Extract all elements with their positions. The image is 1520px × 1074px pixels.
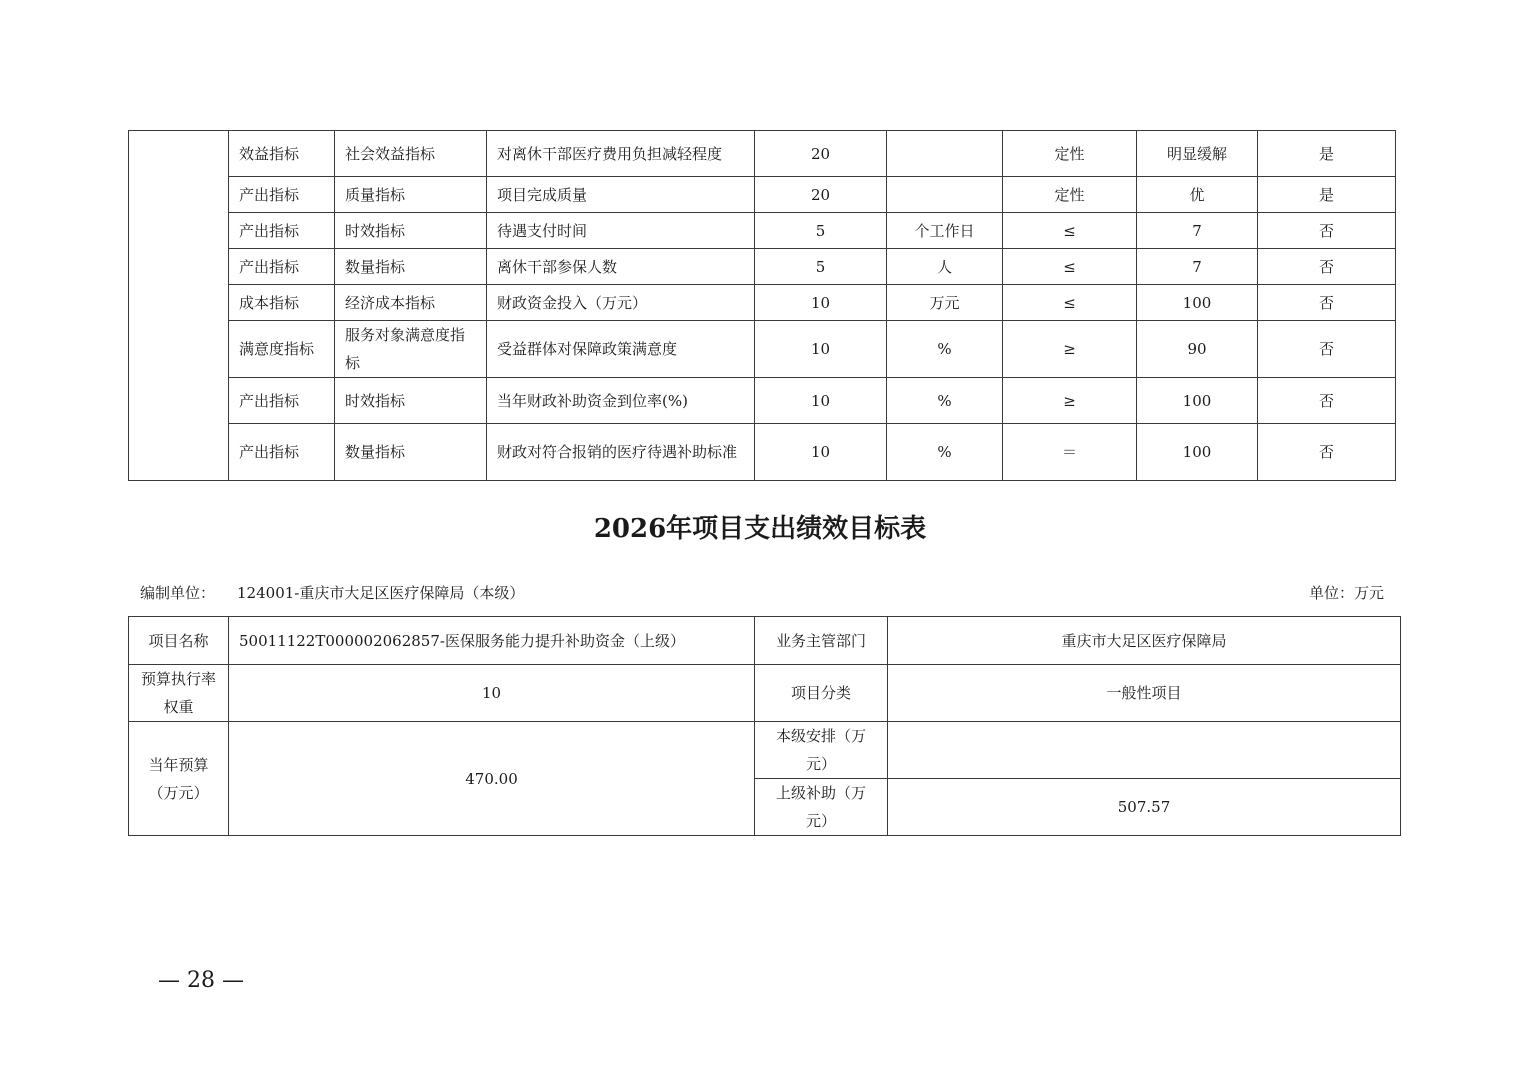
- level3-indicator: 当年财政补助资金到位率(%): [487, 378, 755, 424]
- unit: %: [887, 321, 1003, 378]
- target-value: 7: [1137, 213, 1258, 249]
- target-value: 明显缓解: [1137, 131, 1258, 177]
- target-value: 90: [1137, 321, 1258, 378]
- table-row: [129, 424, 1396, 481]
- level2-indicator: 经济成本指标: [335, 285, 487, 321]
- core-indicator: 是: [1258, 131, 1396, 177]
- org-info: [140, 582, 546, 603]
- symbol: ≤: [1003, 249, 1137, 285]
- weight: 10: [755, 378, 887, 424]
- dept-label: 业务主管部门: [755, 617, 888, 665]
- level3-indicator: 项目完成质量: [487, 177, 755, 213]
- target-value: 优: [1137, 177, 1258, 213]
- table-row: [129, 665, 1401, 722]
- core-indicator: 否: [1258, 285, 1396, 321]
- unit: 万元: [887, 285, 1003, 321]
- symbol: ≥: [1003, 378, 1137, 424]
- org-value: 124001-重庆市大足区医疗保障局（本级）: [237, 584, 525, 602]
- core-indicator: 否: [1258, 321, 1396, 378]
- weight-value: 10: [229, 665, 755, 722]
- level3-indicator: 财政资金投入（万元）: [487, 285, 755, 321]
- upper-label: 上级补助（万元）: [755, 779, 888, 836]
- blank-merged-cell: [129, 131, 229, 481]
- symbol: 定性: [1003, 177, 1137, 213]
- target-value: 100: [1137, 378, 1258, 424]
- dept-value: 重庆市大足区医疗保障局: [888, 617, 1401, 665]
- target-value: 7: [1137, 249, 1258, 285]
- level1-indicator: 产出指标: [229, 177, 335, 213]
- category-value: 一般性项目: [888, 665, 1401, 722]
- core-indicator: 否: [1258, 213, 1396, 249]
- core-indicator: 否: [1258, 378, 1396, 424]
- weight-label: 预算执行率权重: [129, 665, 229, 722]
- level1-indicator: 满意度指标: [229, 321, 335, 378]
- level3-indicator: 受益群体对保障政策满意度: [487, 321, 755, 378]
- weight: 10: [755, 321, 887, 378]
- page-number: — 28 —: [158, 968, 244, 993]
- page-title: 2026年项目支出绩效目标表: [593, 514, 927, 544]
- level3-indicator: 待遇支付时间: [487, 213, 755, 249]
- table-row: [129, 177, 1396, 213]
- weight: 5: [755, 213, 887, 249]
- level1-indicator: 成本指标: [229, 285, 335, 321]
- unit: 人: [887, 249, 1003, 285]
- level3-indicator: 离休干部参保人数: [487, 249, 755, 285]
- budget-label: 当年预算（万元）: [129, 722, 229, 836]
- unit-label: 单位：万元: [1308, 584, 1384, 602]
- unit: [887, 177, 1003, 213]
- target-value: 100: [1137, 285, 1258, 321]
- level3-indicator: 财政对符合报销的医疗待遇补助标准: [487, 424, 755, 481]
- core-indicator: 否: [1258, 424, 1396, 481]
- unit: 个工作日: [887, 213, 1003, 249]
- unit: [887, 131, 1003, 177]
- level1-indicator: 产出指标: [229, 213, 335, 249]
- project-name-value: 50011122T000002062857-医保服务能力提升补助资金（上级）: [229, 617, 755, 665]
- level1-indicator: 产出指标: [229, 249, 335, 285]
- table-row: [129, 249, 1396, 285]
- local-value: [888, 722, 1401, 779]
- table-row: [129, 285, 1396, 321]
- level2-indicator: 数量指标: [335, 249, 487, 285]
- local-label: 本级安排（万元）: [755, 722, 888, 779]
- symbol: ≤: [1003, 213, 1137, 249]
- upper-value: 507.57: [888, 779, 1401, 836]
- project-info-table: [128, 616, 1401, 836]
- weight: 5: [755, 249, 887, 285]
- table-row: [129, 722, 1401, 779]
- table-row: [129, 617, 1401, 665]
- level2-indicator: 质量指标: [335, 177, 487, 213]
- level1-indicator: 产出指标: [229, 378, 335, 424]
- symbol: ≤: [1003, 285, 1137, 321]
- weight: 20: [755, 131, 887, 177]
- unit: %: [887, 424, 1003, 481]
- weight: 10: [755, 424, 887, 481]
- symbol: ＝: [1003, 424, 1137, 481]
- level2-indicator: 时效指标: [335, 213, 487, 249]
- table-row: [129, 378, 1396, 424]
- table-row: [129, 213, 1396, 249]
- budget-value: 470.00: [229, 722, 755, 836]
- symbol: 定性: [1003, 131, 1137, 177]
- level2-indicator: 服务对象满意度指标: [335, 321, 487, 378]
- core-indicator: 是: [1258, 177, 1396, 213]
- indicator-table: [128, 130, 1396, 481]
- category-label: 项目分类: [755, 665, 888, 722]
- unit: %: [887, 378, 1003, 424]
- level1-indicator: 产出指标: [229, 424, 335, 481]
- core-indicator: 否: [1258, 249, 1396, 285]
- symbol: ≥: [1003, 321, 1137, 378]
- level1-indicator: 效益指标: [229, 131, 335, 177]
- target-value: 100: [1137, 424, 1258, 481]
- project-name-label: 项目名称: [129, 617, 229, 665]
- level3-indicator: 对离休干部医疗费用负担减轻程度: [487, 131, 755, 177]
- weight: 10: [755, 285, 887, 321]
- table-row: [129, 321, 1396, 378]
- level2-indicator: 时效指标: [335, 378, 487, 424]
- weight: 20: [755, 177, 887, 213]
- level2-indicator: 社会效益指标: [335, 131, 487, 177]
- level2-indicator: 数量指标: [335, 424, 487, 481]
- table-row: [129, 131, 1396, 177]
- org-label: 编制单位：: [140, 584, 216, 602]
